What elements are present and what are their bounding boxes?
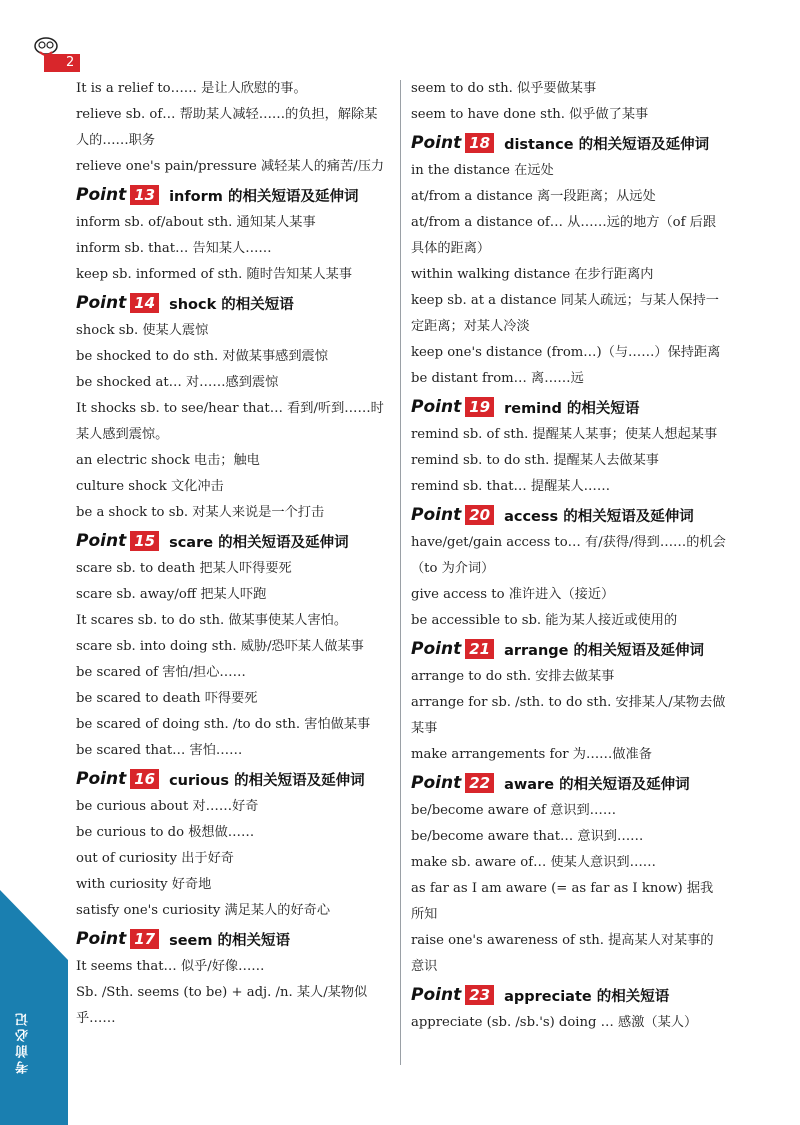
phrase-entry: scare sb. away/off 把某人吓跑 bbox=[76, 587, 267, 602]
point-label: Point bbox=[411, 639, 462, 659]
point-title: aware 的相关短语及延伸词 bbox=[504, 776, 690, 793]
point-title: distance 的相关短语及延伸词 bbox=[504, 136, 710, 153]
phrase-entry: raise one's awareness of sth. 提高某人对某事的意识 bbox=[411, 933, 714, 974]
phrase-entry: make sb. aware of… 使某人意识到…… bbox=[411, 855, 656, 870]
point-title: shock 的相关短语 bbox=[169, 296, 294, 313]
phrase-entry: remind sb. of sth. 提醒某人某事；使某人想起某事 bbox=[411, 427, 718, 442]
phrase-entry: seem to do sth. 似乎要做某事 bbox=[411, 81, 597, 96]
phrase-entry: in the distance 在远处 bbox=[411, 163, 554, 178]
phrase-entry: be a shock to sb. 对某人来说是一个打击 bbox=[76, 505, 325, 520]
point-label: Point bbox=[411, 773, 462, 793]
phrase-entry: be accessible to sb. 能为某人接近或使用的 bbox=[411, 613, 678, 628]
point-number-badge: 23 bbox=[465, 985, 494, 1005]
point-number-badge: 17 bbox=[130, 929, 159, 949]
phrase-entry: keep one's distance (from…)（与……）保持距离 bbox=[411, 345, 721, 360]
column-divider bbox=[400, 80, 401, 1065]
phrase-entry: arrange to do sth. 安排去做某事 bbox=[411, 669, 615, 684]
point-number-badge: 18 bbox=[465, 133, 494, 153]
phrase-entry: with curiosity 好奇地 bbox=[76, 877, 212, 892]
phrase-entry: remind sb. that… 提醒某人…… bbox=[411, 479, 611, 494]
point-label: Point bbox=[76, 531, 127, 551]
point-heading bbox=[411, 392, 726, 422]
phrase-entry: scare sb. to death 把某人吓得要死 bbox=[76, 561, 292, 576]
point-number-badge: 19 bbox=[465, 397, 494, 417]
point-label: Point bbox=[76, 769, 127, 789]
phrase-entry: seem to have done sth. 似乎做了某事 bbox=[411, 107, 649, 122]
phrase-entry: as far as I am aware (= as far as I know) 据我所知 bbox=[411, 881, 714, 922]
phrase-entry: inform sb. of/about sth. 通知某人某事 bbox=[76, 215, 316, 230]
point-number-badge: 16 bbox=[130, 769, 159, 789]
point-number-badge: 21 bbox=[465, 639, 494, 659]
point-title: inform 的相关短语及延伸词 bbox=[169, 188, 359, 205]
phrase-entry: scare sb. into doing sth. 威胁/恐吓某人做某事 bbox=[76, 639, 364, 654]
point-label: Point bbox=[76, 929, 127, 949]
phrase-entry: be distant from… 离……远 bbox=[411, 371, 584, 386]
phrase-entry: It seems that… 似乎/好像…… bbox=[76, 959, 265, 974]
point-title: curious 的相关短语及延伸词 bbox=[169, 772, 365, 789]
phrase-entry: have/get/gain access to… 有/获得/得到……的机会（to 为介词） bbox=[411, 535, 726, 576]
phrase-entry: be scared to death 吓得要死 bbox=[76, 691, 258, 706]
phrase-entry: It is a relief to…… 是让人欣慰的事。 bbox=[76, 81, 307, 96]
phrase-entry: satisfy one's curiosity 满足某人的好奇心 bbox=[76, 903, 331, 918]
point-heading bbox=[76, 288, 390, 318]
phrase-entry: be scared of 害怕/担心…… bbox=[76, 665, 246, 680]
left-column bbox=[76, 76, 390, 1032]
phrase-entry: an electric shock 电击；触电 bbox=[76, 453, 260, 468]
phrase-entry: be/become aware of 意识到…… bbox=[411, 803, 617, 818]
point-title: access 的相关短语及延伸词 bbox=[504, 508, 694, 525]
page-number: 2 bbox=[44, 54, 80, 72]
phrase-entry: be scared that… 害怕…… bbox=[76, 743, 243, 758]
phrase-entry: arrange for sb. /sth. to do sth. 安排某人/某物去做某事 bbox=[411, 695, 726, 736]
phrase-entry: be curious about 对……好奇 bbox=[76, 799, 259, 814]
phrase-entry: inform sb. that… 告知某人…… bbox=[76, 241, 272, 256]
point-heading bbox=[76, 180, 390, 210]
point-label: Point bbox=[411, 505, 462, 525]
point-number-badge: 20 bbox=[465, 505, 494, 525]
phrase-entry: culture shock 文化冲击 bbox=[76, 479, 224, 494]
phrase-entry: be scared of doing sth. /to do sth. 害怕做某事 bbox=[76, 717, 371, 732]
point-heading bbox=[411, 980, 726, 1010]
phrase-entry: give access to 准许进入（接近） bbox=[411, 587, 615, 602]
phrase-entry: at/from a distance 离一段距离；从远处 bbox=[411, 189, 656, 204]
point-number-badge: 15 bbox=[130, 531, 159, 551]
sidebar-band bbox=[0, 0, 68, 1125]
phrase-entry: keep sb. at a distance 同某人疏远；与某人保持一定距离；对某人冷淡 bbox=[411, 293, 719, 334]
point-heading bbox=[411, 128, 726, 158]
point-title: appreciate 的相关短语 bbox=[504, 988, 670, 1005]
point-heading bbox=[411, 634, 726, 664]
phrase-entry: relieve one's pain/pressure 减轻某人的痛苦/压力 bbox=[76, 159, 385, 174]
point-label: Point bbox=[411, 133, 462, 153]
point-number-badge: 14 bbox=[130, 293, 159, 313]
phrase-entry: It scares sb. to do sth. 做某事使某人害怕。 bbox=[76, 613, 348, 628]
point-heading bbox=[76, 764, 390, 794]
side-label: 考前必记 bbox=[16, 1010, 31, 1074]
phrase-entry: be/become aware that… 意识到…… bbox=[411, 829, 644, 844]
phrase-entry: make arrangements for 为……做准备 bbox=[411, 747, 652, 762]
point-heading bbox=[76, 526, 390, 556]
phrase-entry: appreciate (sb. /sb.'s) doing … 感激（某人） bbox=[411, 1015, 698, 1030]
phrase-entry: relieve sb. of… 帮助某人减轻……的负担，解除某人的……职务 bbox=[76, 107, 378, 148]
phrase-entry: remind sb. to do sth. 提醒某人去做某事 bbox=[411, 453, 659, 468]
phrase-entry: It shocks sb. to see/hear that… 看到/听到……时某人感到震惊。 bbox=[76, 401, 384, 442]
point-title: seem 的相关短语 bbox=[169, 932, 291, 949]
right-column bbox=[411, 76, 726, 1036]
point-number-badge: 22 bbox=[465, 773, 494, 793]
phrase-entry: be shocked at… 对……感到震惊 bbox=[76, 375, 279, 390]
point-title: scare 的相关短语及延伸词 bbox=[169, 534, 349, 551]
point-label: Point bbox=[76, 293, 127, 313]
point-label: Point bbox=[411, 397, 462, 417]
point-title: remind 的相关短语 bbox=[504, 400, 640, 417]
phrase-entry: Sb. /Sth. seems (to be) + adj. /n. 某人/某物似乎…… bbox=[76, 985, 368, 1026]
phrase-entry: at/from a distance of… 从……远的地方（of 后跟具体的距离） bbox=[411, 215, 717, 256]
phrase-entry: be shocked to do sth. 对做某事感到震惊 bbox=[76, 349, 328, 364]
phrase-entry: be curious to do 极想做…… bbox=[76, 825, 255, 840]
point-title: arrange 的相关短语及延伸词 bbox=[504, 642, 705, 659]
phrase-entry: out of curiosity 出于好奇 bbox=[76, 851, 234, 866]
point-heading bbox=[76, 924, 390, 954]
point-label: Point bbox=[411, 985, 462, 1005]
phrase-entry: shock sb. 使某人震惊 bbox=[76, 323, 209, 338]
point-heading bbox=[411, 768, 726, 798]
point-heading bbox=[411, 500, 726, 530]
phrase-entry: within walking distance 在步行距离内 bbox=[411, 267, 654, 282]
phrase-entry: keep sb. informed of sth. 随时告知某人某事 bbox=[76, 267, 353, 282]
point-label: Point bbox=[76, 185, 127, 205]
point-number-badge: 13 bbox=[130, 185, 159, 205]
page-sidebar bbox=[0, 0, 68, 1125]
